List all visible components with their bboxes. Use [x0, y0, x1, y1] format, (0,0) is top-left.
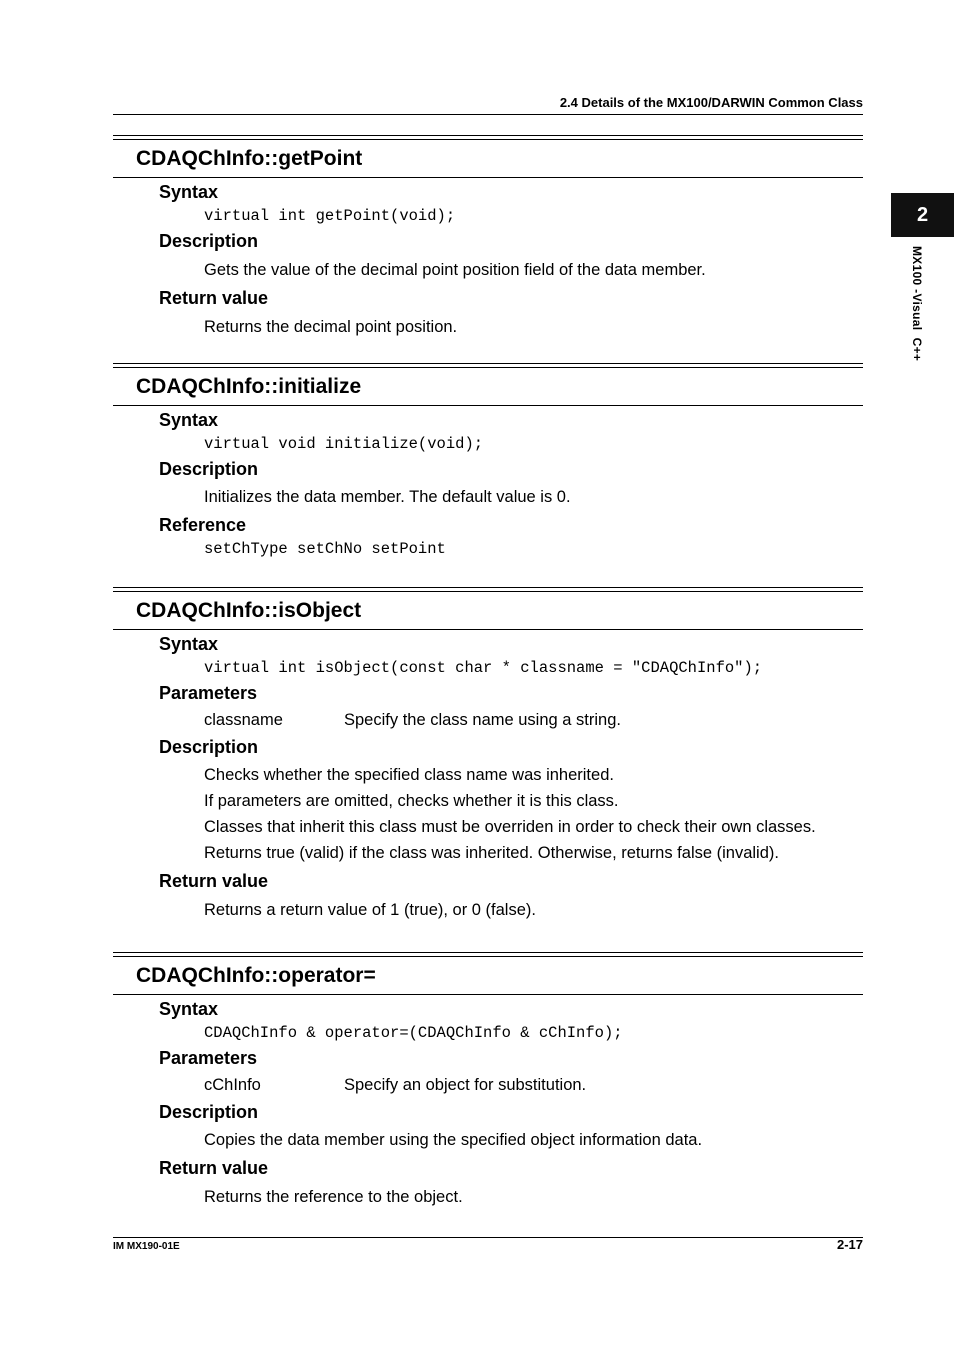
header-rule [113, 114, 863, 115]
section-title: CDAQChInfo::initialize [113, 368, 863, 406]
chapter-tab: 2 [891, 193, 954, 237]
syntax-code: virtual int getPoint(void); [204, 207, 456, 225]
syntax-heading: Syntax [159, 182, 219, 202]
section-isobject [113, 587, 863, 923]
section-title: CDAQChInfo::getPoint [113, 140, 863, 178]
description-line: Checks whether the specified class name was inherited. [204, 766, 614, 784]
syntax-heading: Syntax [159, 634, 219, 654]
description-line: Classes that inherit this class must be overriden in order to check their own classes. [204, 818, 816, 836]
return-heading: Return value [159, 1158, 269, 1178]
section-operator-assign [113, 952, 863, 1210]
return-text: Returns the reference to the object. [204, 1188, 463, 1206]
section-title: CDAQChInfo::isObject [113, 592, 863, 630]
reference-list: setChType setChNo setPoint [204, 540, 446, 558]
return-heading: Return value [159, 871, 269, 891]
section-getpoint [113, 135, 863, 340]
description-line: Returns true (valid) if the class was inherited. Otherwise, returns false (invalid). [204, 844, 779, 862]
footer-doc-id: IM MX190-01E [113, 1241, 180, 1252]
description-heading: Description [159, 737, 259, 757]
description-heading: Description [159, 459, 259, 479]
section-initialize [113, 363, 863, 562]
parameter-row [204, 1070, 863, 1100]
description-text: Copies the data member using the specified object information data. [204, 1131, 703, 1149]
syntax-code: CDAQChInfo & operator=(CDAQChInfo & cChInfo); [204, 1024, 623, 1042]
parameter-row [204, 705, 863, 735]
syntax-heading: Syntax [159, 999, 219, 1019]
syntax-code: virtual void initialize(void); [204, 435, 484, 453]
chapter-side-title: MX100 -Visual C++ [910, 246, 924, 362]
parameter-name: cChInfo [204, 1076, 261, 1094]
description-line: If parameters are omitted, checks whether it is this class. [204, 792, 619, 810]
return-heading: Return value [159, 288, 269, 308]
return-text: Returns a return value of 1 (true), or 0 (false). [204, 901, 536, 919]
section-title: CDAQChInfo::operator= [113, 957, 863, 995]
return-text: Returns the decimal point position. [204, 318, 458, 336]
parameter-description: Specify the class name using a string. [344, 711, 621, 729]
parameter-description: Specify an object for substitution. [344, 1076, 587, 1094]
description-text [204, 762, 863, 866]
parameters-heading: Parameters [159, 683, 258, 703]
running-header: 2.4 Details of the MX100/DARWIN Common Class [559, 95, 863, 110]
footer-rule [113, 1237, 863, 1238]
reference-heading: Reference [159, 515, 247, 535]
description-heading: Description [159, 1102, 259, 1122]
syntax-code: virtual int isObject(const char * classname = "CDAQChInfo"); [204, 659, 763, 677]
syntax-heading: Syntax [159, 410, 219, 430]
parameter-name: classname [204, 711, 283, 729]
parameters-heading: Parameters [159, 1048, 258, 1068]
page-number: 2-17 [836, 1237, 863, 1252]
description-text: Gets the value of the decimal point position field of the data member. [204, 261, 706, 279]
description-heading: Description [159, 231, 259, 251]
description-text: Initializes the data member. The default value is 0. [204, 488, 571, 506]
